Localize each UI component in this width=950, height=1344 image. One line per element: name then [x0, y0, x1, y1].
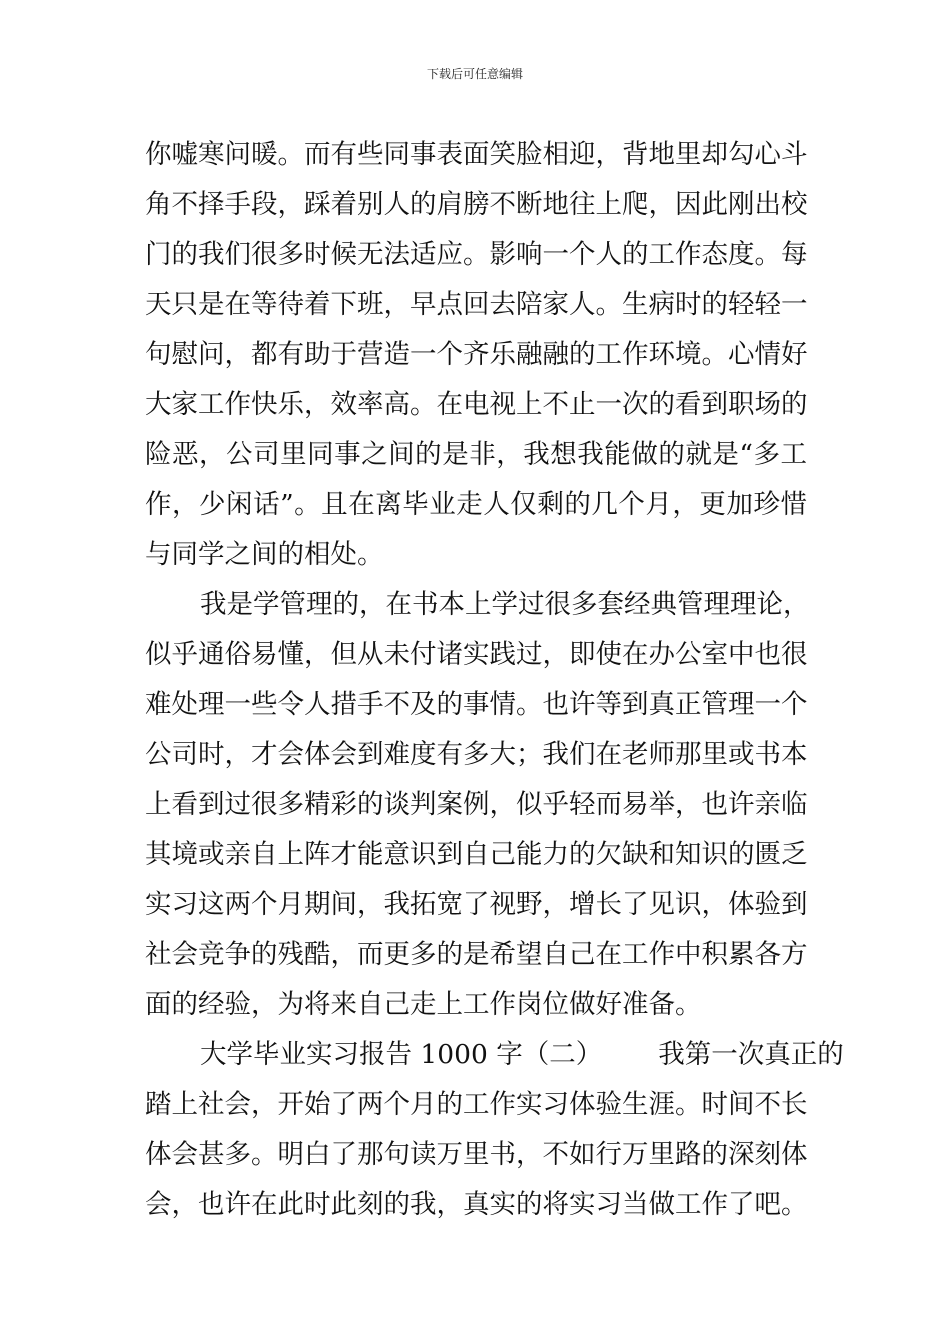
text-line: 我是学管理的，在书本上学过很多套经典管理理论，	[200, 589, 810, 620]
text-line: 其境或亲自上阵才能意识到自己能力的欠缺和知识的匮乏	[145, 839, 808, 870]
text-line: 实习这两个月期间，我拓宽了视野，增长了见识，体验到	[145, 889, 808, 920]
text-line: 难处理一些令人措手不及的事情。也许等到真正管理一个	[145, 689, 808, 720]
section-heading: 大学毕业实习报告 1000 字（二）	[200, 1039, 603, 1070]
text-line: 句慰问，都有助于营造一个齐乐融融的工作环境。心情好	[145, 339, 808, 370]
text-line: 与同学之间的相处。	[145, 539, 384, 570]
text-line: 险恶，公司里同事之间的是非，我想我能做的就是“多工	[145, 439, 807, 470]
text-line: 门的我们很多时候无法适应。影响一个人的工作态度。每	[145, 239, 808, 270]
text-line: 似乎通俗易懂，但从未付诸实践过，即使在办公室中也很	[145, 639, 808, 670]
paragraph-3	[145, 1030, 844, 1230]
document-body	[145, 130, 844, 1230]
text-line	[145, 1030, 844, 1080]
text-line: 社会竞争的残酷，而更多的是希望自己在工作中积累各方	[145, 939, 808, 970]
text-line: 大家工作快乐，效率高。在电视上不止一次的看到职场的	[145, 389, 808, 420]
paragraph-1	[145, 130, 807, 580]
paragraph-2	[145, 580, 810, 1030]
page-header-note: 下载后可任意编辑	[426, 67, 523, 81]
text-line: 会，也许在此时此刻的我，真实的将实习当做工作了吧。	[145, 1189, 808, 1220]
text-span: 我第一次真正的	[658, 1039, 844, 1070]
text-line: 你嘘寒问暖。而有些同事表面笑脸相迎，背地里却勾心斗	[145, 139, 808, 170]
text-line: 面的经验，为将来自己走上工作岗位做好准备。	[145, 989, 702, 1020]
text-line: 作，少闲话”。且在离毕业走人仅剩的几个月，更加珍惜	[145, 489, 807, 520]
text-line: 体会甚多。明白了那句读万里书，不如行万里路的深刻体	[145, 1139, 808, 1170]
text-line: 踏上社会，开始了两个月的工作实习体验生涯。时间不长	[145, 1089, 808, 1120]
text-line: 角不择手段，踩着别人的肩膀不断地往上爬，因此刚出校	[145, 189, 808, 220]
text-line: 公司时，才会体会到难度有多大；我们在老师那里或书本	[145, 739, 808, 770]
text-line: 上看到过很多精彩的谈判案例，似乎轻而易举，也许亲临	[145, 789, 808, 820]
text-line: 天只是在等待着下班，早点回去陪家人。生病时的轻轻一	[145, 289, 808, 320]
